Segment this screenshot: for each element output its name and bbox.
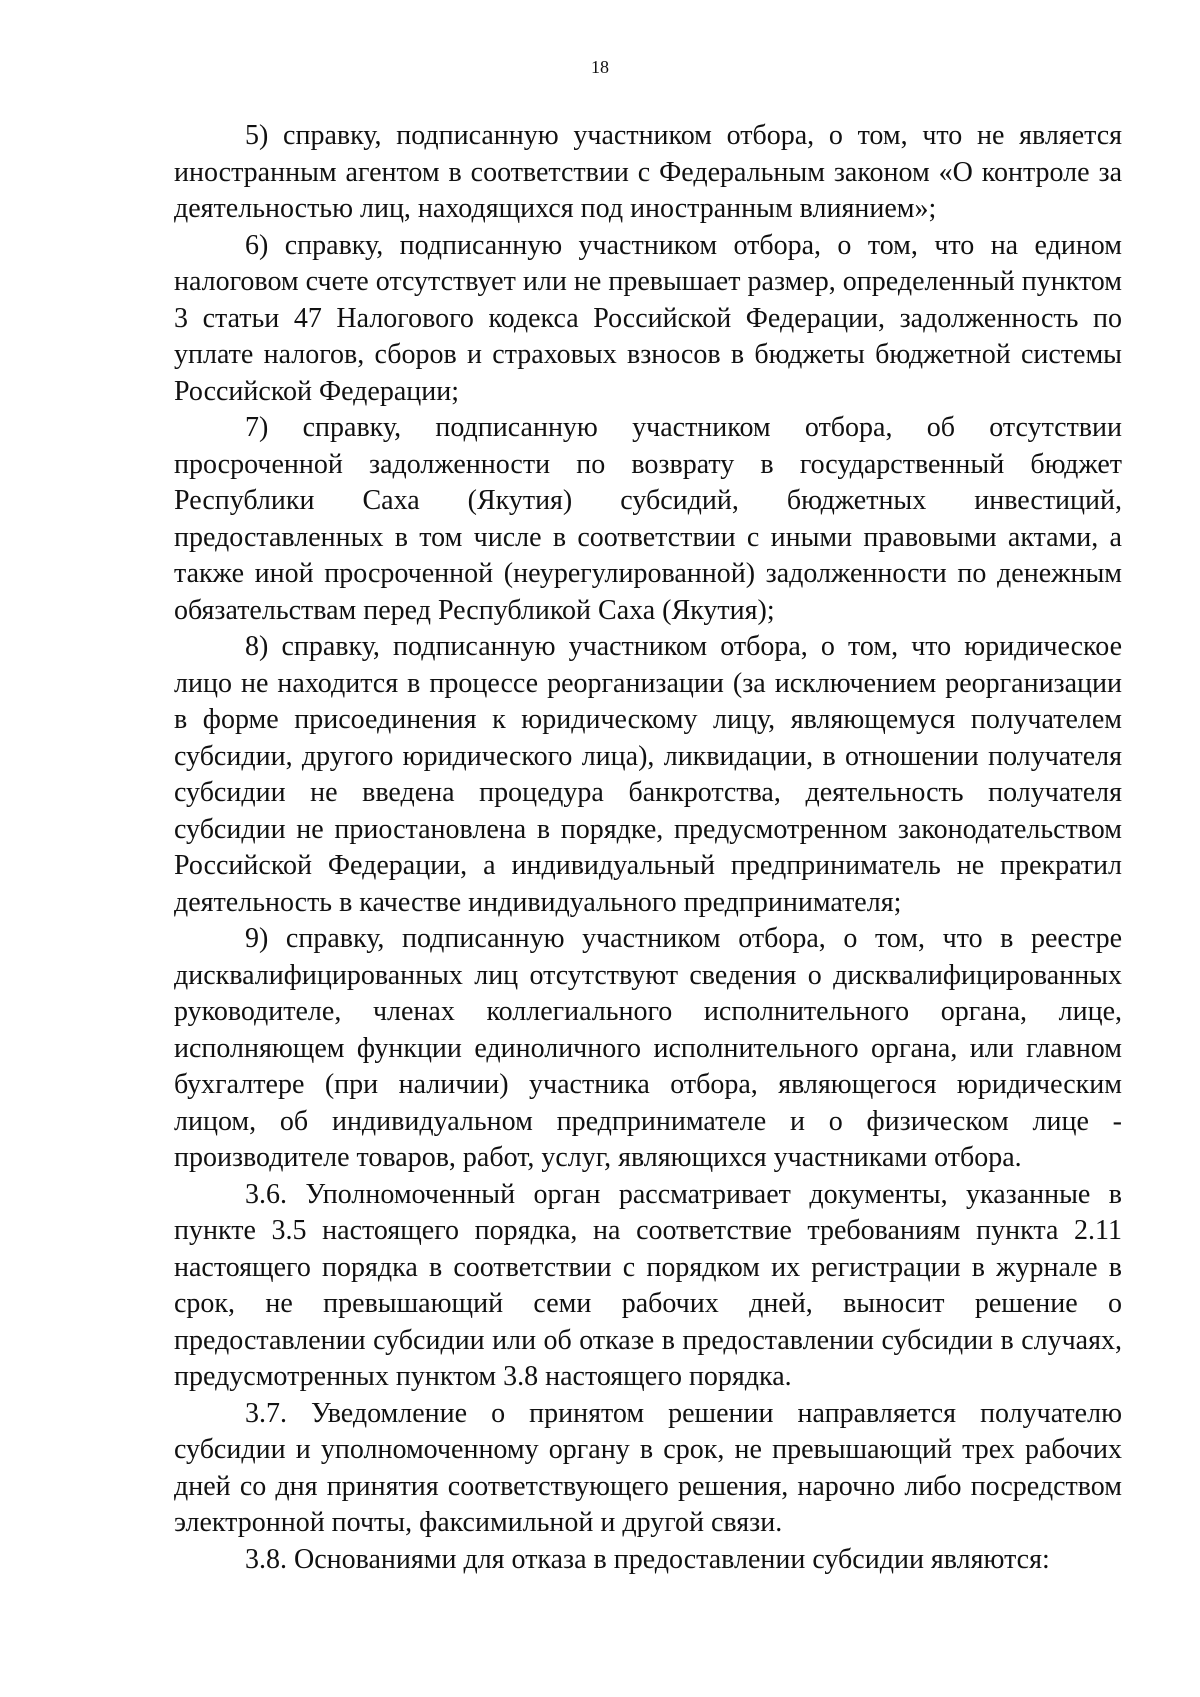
paragraph-clause-3-6: 3.6. Уполномоченный орган рассматривает документы, указанные в пункте 3.5 настоящего порядка, на соответствие требованиям пункта 2.11 настоящего порядка в соответствии с порядком их регистрации в журнале в срок, не превышающий семи рабочих дней, выносит решение о предоставлении субсидии или об отказе в предоставлении субсидии в случаях, предусмотренных пунктом 3.8 настоящего порядка. [174,1178,1122,1392]
paragraph-item-8: 8) справку, подписанную участником отбора, о том, что юридическое лицо не находится в процессе реорганизации (за исключением реорганизации в форме присоединения к юридическому лицу, являющемуся получателем субсидии, другого юридического лица), ликвидации, в отношении получателя субсидии не введена процедура банкротства, деятельность получателя субсидии не приостановлена в порядке, предусмотренном законодательством Российской Федерации, а индивидуальный предприниматель не прекратил деятельность в качестве индивидуального предпринимателя; [174,631,1122,918]
paragraph-item-7: 7) справку, подписанную участником отбора, об отсутствии просроченной задолженности по возврату в государственный бюджет Республики Саха (Якутия) субсидий, бюджетных инвестиций, предоставленных в том числе в соответствии с иными правовыми актами, а также иной просроченной (неурегулированной) задолженности по денежным обязательствам перед Республикой Саха (Якутия); [174,412,1122,626]
paragraph-item-5: 5) справку, подписанную участником отбора, о том, что не является иностранным агентом в соответствии с Федеральным законом «О контроле за деятельностью лиц, находящихся под иностранным влиянием»; [174,120,1122,224]
document-body [174,118,1122,1578]
paragraph-clause-3-8: 3.8. Основаниями для отказа в предоставлении субсидии являются: [245,1543,1050,1575]
page-number: 18 [591,57,609,77]
paragraph-item-9: 9) справку, подписанную участником отбора, о том, что в реестре дисквалифицированных лиц отсутствуют сведения о дисквалифицированных руководителе, членах коллегиального исполнительного органа, лице, исполняющем функции единоличного исполнительного органа, или главном бухгалтере (при наличии) участника отбора, являющегося юридическим лицом, об индивидуальном предпринимателе и о физическом лице - производителе товаров, работ, услуг, являющихся участниками отбора. [174,923,1122,1173]
paragraph-clause-3-7: 3.7. Уведомление о принятом решении направляется получателю субсидии и уполномоченному органу в срок, не превышающий трех рабочих дней со дня принятия соответствующего решения, нарочно либо посредством электронной почты, факсимильной и другой связи. [174,1397,1122,1538]
paragraph-item-6: 6) справку, подписанную участником отбора, о том, что на едином налоговом счете отсутствует или не превышает размер, определенный пунктом 3 статьи 47 Налогового кодекса Российской Федерации, задолженность по уплате налогов, сборов и страховых взносов в бюджеты бюджетной системы Российской Федерации; [174,229,1122,407]
